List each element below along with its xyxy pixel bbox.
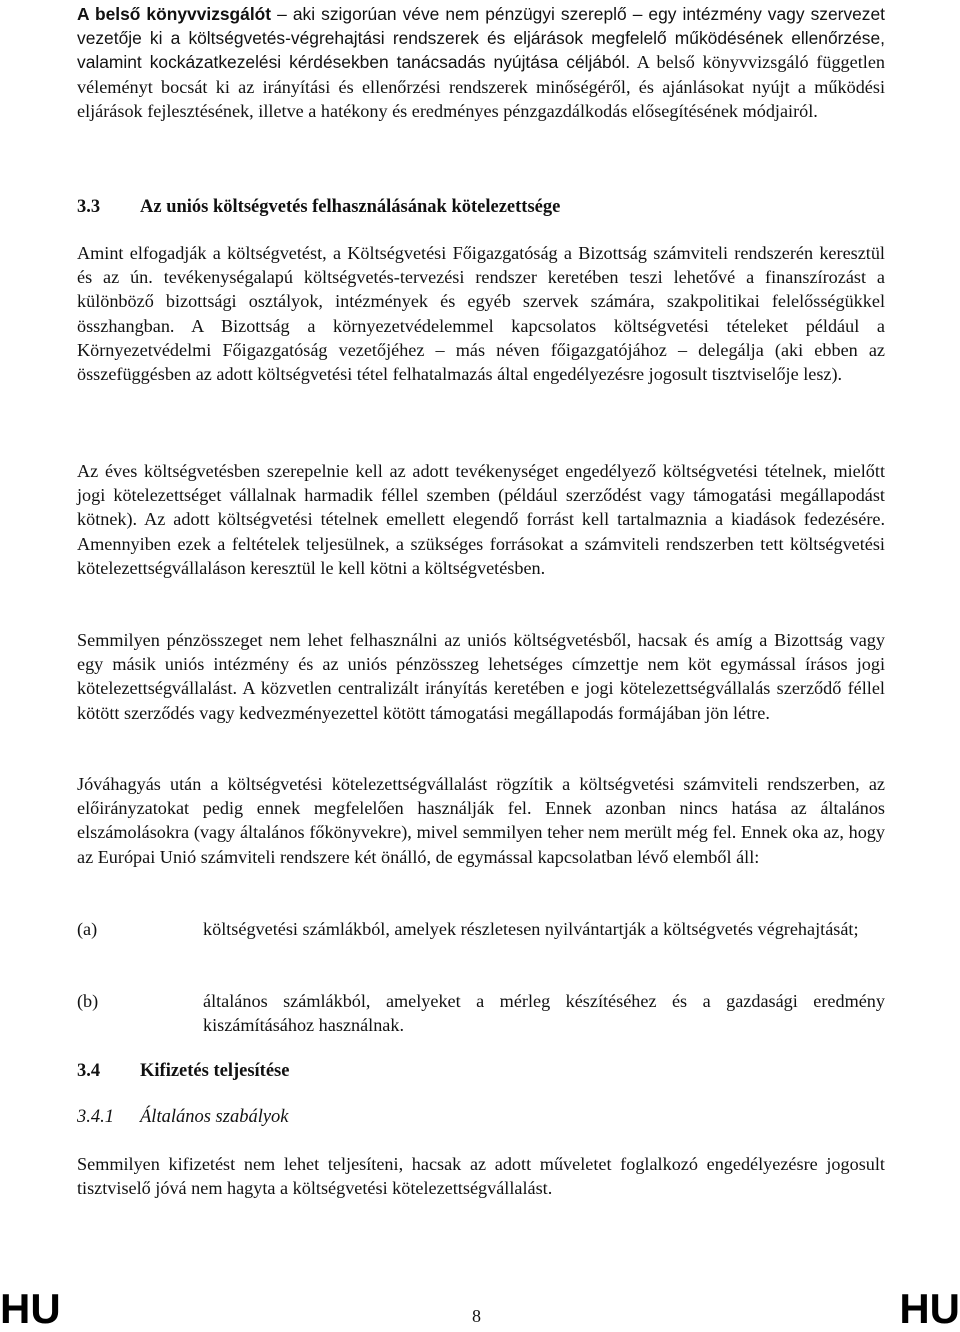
section-heading-3-4	[77, 1059, 885, 1083]
list-text: költségvetési számlákból, amelyek részletesen nyilvántartják a költségvetés végrehajtását;	[203, 919, 859, 939]
paragraph-approval: Jóváhagyás után a költségvetési kötelezettségvállalást rögzítik a költségvetési számviteli rendszerben, az előirányzatokat pedig ennek megfelelően használják fel. Ennek azonban nincs hatása az általános elszámolásokra (vagy általános főkönyvekre), mivel semmilyen teher nem merült még fel. Ennek oka az, hogy az Európai Unió számviteli rendszere két önálló, de egymással kapcsolatban lévő elemből áll:	[77, 774, 885, 867]
section-title: Az uniós költségvetés felhasználásának kötelezettsége	[140, 197, 561, 217]
list-text: általános számlákból, amelyeket a mérleg készítéséhez és a gazdasági eredmény kiszámításához használnak.	[203, 991, 885, 1036]
section-heading-3-3	[77, 195, 885, 219]
footer-language-code-right: HU	[899, 1285, 960, 1332]
footer-language-code-left: HU	[0, 1285, 61, 1332]
subsection-number: 3.4.1	[77, 1107, 114, 1127]
section-number: 3.4	[77, 1061, 101, 1081]
paragraph-lead-bold: A belső könyvvizsgálót	[77, 4, 272, 24]
list-item	[77, 989, 885, 1037]
section-title: Kifizetés teljesítése	[140, 1061, 290, 1081]
subsection-heading-3-4-1	[77, 1105, 885, 1129]
subsection-title: Általános szabályok	[140, 1107, 289, 1127]
list-marker: (a)	[77, 919, 98, 939]
paragraph-payment-rule: Semmilyen kifizetést nem lehet teljesíteni, hacsak az adott műveletet foglalkozó engedélyezésre jogosult tisztviselő jóvá nem hagyta a költségvetési kötelezettségvállalást.	[77, 1154, 885, 1199]
paragraph-internal-auditor	[77, 2, 885, 123]
page-number: 8	[472, 1306, 481, 1326]
paragraph-text: – aki szigorúan véve nem pénzügyi szereplő – egy intézmény vagy szervezet vezetője ki a költségvetés-végrehajtási rendszerek és eljárások megfelelő működésének ellenőrzése, valamint kockázatkezelési kérdésekben tanácsadás nyújtása céljából.	[77, 4, 886, 73]
paragraph-text-serif: A belső könyvvizsgáló független véleményt bocsát ki az irányítási és ellenőrzési rendszerek minőségéről, és ajánlásokat nyújt a működési eljárások fejlesztésének, illetve a hatékony és eredményes pénzgazdálkodás elősegítésének módjairól.	[77, 52, 885, 121]
section-number: 3.3	[77, 197, 101, 217]
paragraph-annual-budget: Az éves költségvetésben szerepelnie kell az adott tevékenységet engedélyező költségvetési tételnek, mielőtt jogi kötelezettséget vállalnak harmadik féllel szemben (például szerződést vagy támogatási megállapodást kötnek). Az adott költségvetési tételnek emellett elegendő forrást kell tartalmaznia a kiadások fedezésére. Amennyiben ezek a feltételek teljesülnek, a szükséges forrásokat a számviteli rendszerben tett költségvetési kötelezettségvállaláson keresztül le kell kötni a költségvetésben.	[77, 461, 885, 578]
list-marker: (b)	[77, 991, 99, 1011]
list-item	[77, 917, 885, 941]
paragraph-legal-commitment: Semmilyen pénzösszeget nem lehet felhasználni az uniós költségvetésből, hacsak és amíg a Bizottság vagy egy másik uniós intézmény és az uniós pénzösszeg lehetséges címzettje nem köt egymással írásos jogi kötelezettségvállalást. A közvetlen centralizált irányítás keretében e jogi kötelezettségvállalás szerződő féllel kötött szerződés vagy kedvezményezettel kötött támogatási megállapodás formájában jön létre.	[77, 630, 885, 723]
paragraph-budget-adoption: Amint elfogadják a költségvetést, a Költségvetési Főigazgatóság a Bizottság számviteli rendszerén keresztül és az ún. tevékenységalapú költségvetés-tervezési rendszer keretében teszi lehetővé a finanszírozást a különböző bizottsági osztályok, intézmények és egyéb szervek számára, szakpolitikai felelősségükkel összhangban. A Bizottság a környezetvédelemmel kapcsolatos költségvetési tételeket például a Környezetvédelmi Főigazgatóság vezetőjéhez – más néven főigazgatójához – delegálja (aki ebben az összefüggésben az adott költségvetési tétel felhatalmazás által engedélyezésre jogosult tisztviselője lesz).	[77, 243, 885, 385]
